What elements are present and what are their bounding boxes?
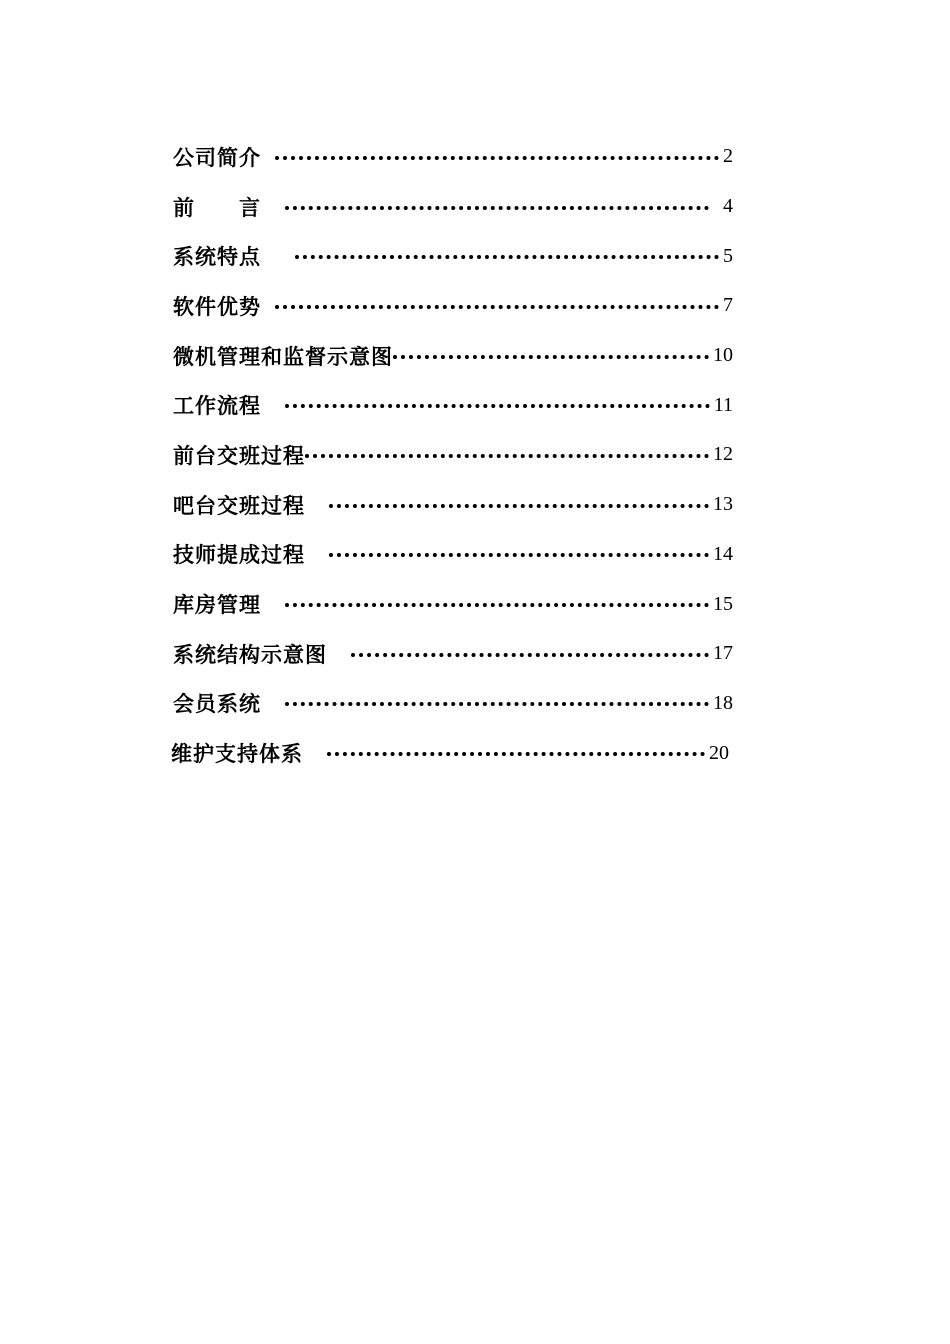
toc-leader-dots [285,206,709,210]
toc-entry-page: 7 [723,294,733,317]
toc-entry-page: 14 [713,542,733,565]
toc-entry-software-advantages[interactable] [173,281,733,331]
toc-entry-page: 20 [709,741,729,764]
toc-entry-management-diagram[interactable] [173,331,733,381]
toc-leader-dots [393,355,709,359]
toc-entry-title: 系统特点 [173,245,261,270]
toc-entry-page: 11 [713,393,733,416]
toc-leader-dots [295,255,719,259]
toc-entry-page: 17 [713,642,733,665]
toc-entry-system-structure[interactable] [173,629,733,679]
toc-leader-dots [285,702,709,706]
toc-leader-dots [329,504,709,508]
toc-entry-page: 15 [713,592,733,615]
toc-leader-dots [285,603,709,607]
toc-entry-title: 公司简介 [173,145,261,170]
toc-leader-dots [285,404,710,408]
toc-entry-technician-commission[interactable] [173,530,733,580]
toc-entry-system-features[interactable] [173,231,733,281]
toc-entry-title: 前台交班过程 [173,443,305,468]
toc-leader-dots [329,553,709,557]
toc-leader-dots [275,156,719,160]
toc-entry-workflow[interactable] [173,380,733,430]
toc-entry-title: 吧台交班过程 [173,493,305,518]
toc-leader-dots [305,454,709,458]
toc-entry-maintenance-support[interactable] [171,728,733,778]
toc-entry-company-intro[interactable] [173,132,733,182]
toc-entry-page: 13 [713,493,733,516]
toc-entry-title: 技师提成过程 [173,543,305,568]
toc-entry-page: 5 [723,244,733,267]
toc-entry-title: 库房管理 [173,593,261,618]
toc-entry-title: 工作流程 [173,394,261,419]
toc-entry-page: 12 [713,443,733,466]
toc-entry-title: 微机管理和监督示意图 [173,344,393,369]
toc-entry-front-desk-shift[interactable] [173,430,733,480]
toc-entry-title: 会员系统 [173,692,261,717]
toc-entry-page: 10 [713,344,733,367]
toc-entry-warehouse-management[interactable] [173,579,733,629]
toc-entry-preface[interactable] [173,182,733,232]
toc-entry-page: 18 [713,691,733,714]
toc-leader-dots [327,752,705,756]
toc-entry-page: 2 [723,145,733,168]
toc-entry-bar-shift[interactable] [173,480,733,530]
toc-entry-page: 4 [723,195,733,218]
table-of-contents [173,132,733,778]
toc-entry-title: 前 言 [173,195,261,220]
toc-leader-dots [275,305,719,309]
toc-entry-title: 系统结构示意图 [173,642,327,667]
toc-entry-title: 维护支持体系 [171,742,303,767]
toc-leader-dots [351,653,709,657]
toc-entry-title: 软件优势 [173,294,261,319]
toc-entry-member-system[interactable] [173,679,733,729]
